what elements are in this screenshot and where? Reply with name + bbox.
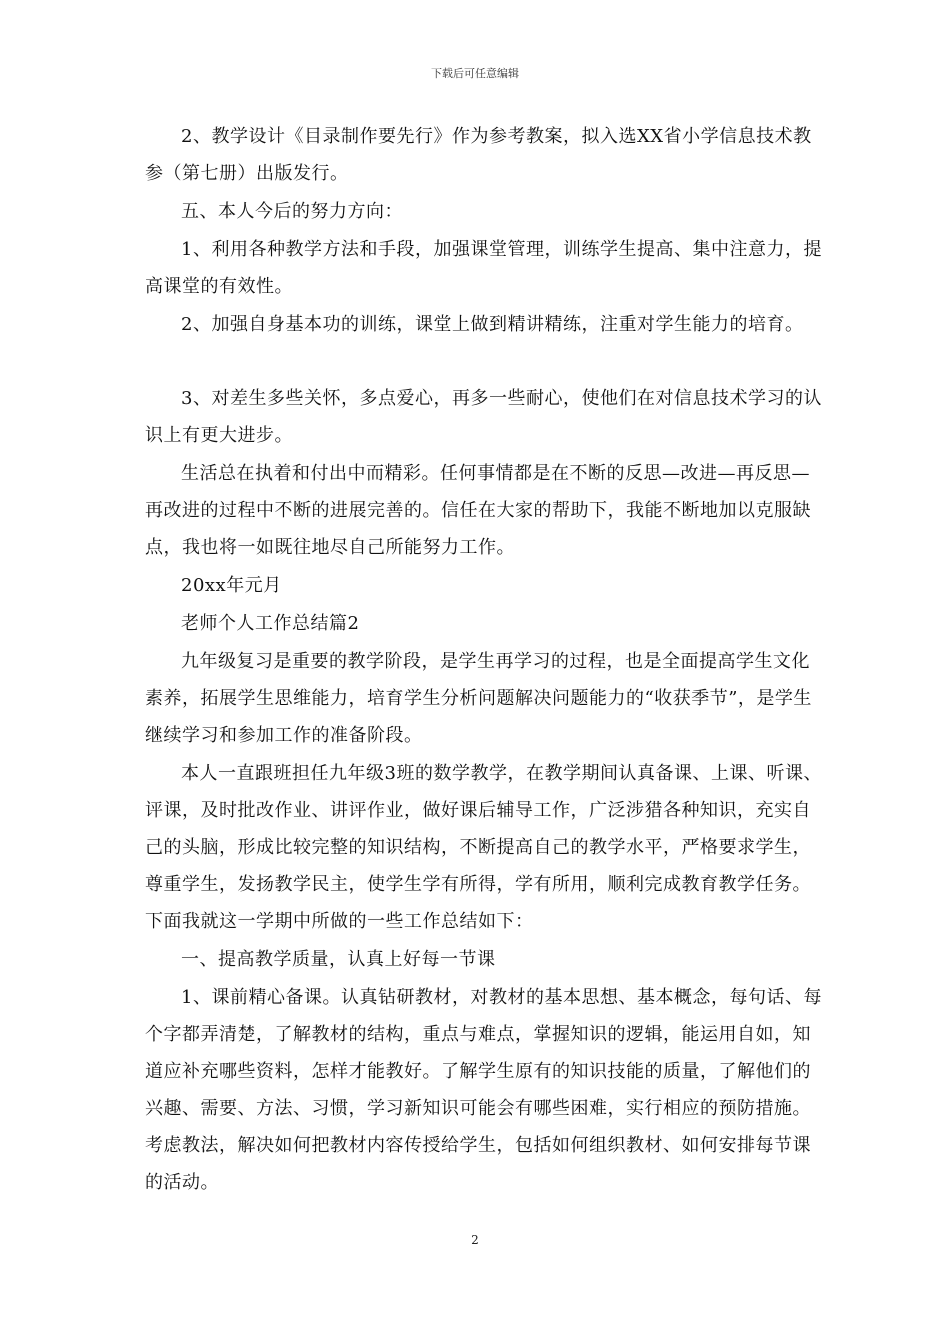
paragraph-item-3: 3、对差生多些关怀，多点爱心，再多一些耐心，使他们在对信息技术学习的认识上有更大进步。 [145,388,822,446]
paragraph-grade9-review: 九年级复习是重要的教学阶段，是学生再学习的过程，也是全面提高学生文化素养，拓展学生思维能力，培育学生分析问题解决问题能力的“收获季节”，是学生继续学习和参加工作的准备阶段。 [145,651,812,746]
page-header: 下载后可任意编辑 [431,67,519,80]
paragraph-lesson-prep: 1、课前精心备课。认真钻研教材，对教材的基本思想、基本概念，每句话、每个字都弄清楚，了解教材的结构，重点与难点，掌握知识的逻辑，能运用自如，知道应补充哪些资料，怎样才能教好。了解学生原有的知识技能的质量，了解他们的兴趣、需要、方法、习惯，学习新知识可能会有哪些困难，实行相应的预防措施。考虑教法，解决如何把教材内容传授给学生，包括如何组织教材、如何安排每节课的活动。 [145,987,822,1193]
paragraph-item-1: 1、利用各种教学方法和手段，加强课堂管理，训练学生提高、集中注意力，提高课堂的有效性。 [145,239,822,297]
page-number: 2 [471,1233,479,1247]
paragraph-teaching-duties: 本人一直跟班担任九年级3班的数学教学，在教学期间认真备课、上课、听课、评课，及时批改作业、讲评作业，做好课后辅导工作，广泛涉猎各种知识，充实自己的头脑，形成比较完整的知识结构，不断提高自己的教学水平，严格要求学生，尊重学生，发扬教学民主，使学生学有所得，学有所用，顺利完成教育教学任务。下面我就这一学期中所做的一些工作总结如下： [145,763,822,932]
paragraph-conclusion: 生活总在执着和付出中而精彩。任何事情都是在不断的反思—改进—再反思—再改进的过程中不断的进展完善的。信任在大家的帮助下，我能不断地加以克服缺点，我也将一如既往地尽自己所能努力工作。 [145,463,811,558]
paragraph-textbook-entry: 2、教学设计《目录制作要先行》作为参考教案，拟入选XX省小学信息技术教参（第七册）出版发行。 [145,126,812,184]
section-title-part-2: 老师个人工作总结篇2 [181,613,360,634]
date-line: 20xx年元月 [181,575,282,596]
section-heading-future-direction: 五、本人今后的努力方向： [181,201,403,222]
section-heading-teaching-quality: 一、提高教学质量，认真上好每一节课 [181,949,496,970]
paragraph-item-2: 2、加强自身基本功的训练，课堂上做到精讲精练，注重对学生能力的培育。 [181,314,804,335]
